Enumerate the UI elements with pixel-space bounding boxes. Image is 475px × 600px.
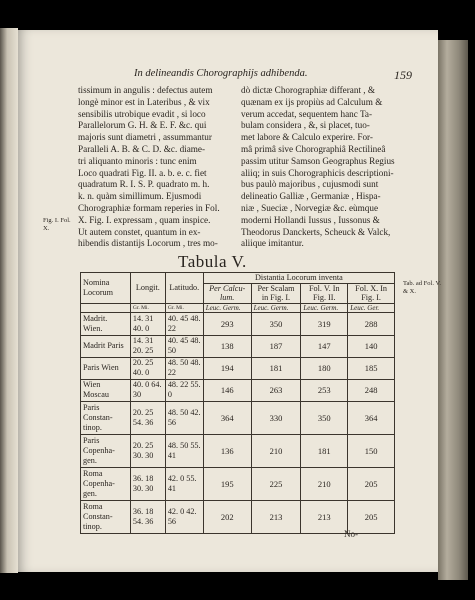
- text-line: hibendis distantijs Locorum , tres mo-: [78, 238, 218, 249]
- header-title: In delineandis Chorographijs adhibenda.: [134, 68, 308, 79]
- header-latitude: Latitudo.: [165, 273, 203, 304]
- cell-longitude: 36. 18 54. 36: [130, 500, 165, 533]
- page-number: 159: [394, 68, 412, 82]
- text-line: moderni Hollandi Iussus , Iussonus &: [241, 214, 380, 225]
- text-line: Loco quadrati Fig. II. a. b. e. c. fiet: [78, 167, 207, 178]
- cell-folx: 288: [348, 312, 395, 335]
- text-line: Paralleli A. B. & C. D. &c. diame-: [78, 143, 206, 154]
- cell-folv: 180: [301, 357, 348, 379]
- header-fol-x: Fol. X. In Fig. I.: [348, 283, 395, 303]
- cell-latitude: 40. 45 48. 50: [165, 335, 203, 357]
- cell-longitude: 20. 25 40. 0: [130, 357, 165, 379]
- cell-folv: 210: [301, 467, 348, 500]
- cell-calc: 364: [203, 401, 251, 434]
- text-line: tissimum in angulis : defectus autem: [78, 85, 213, 95]
- text-line: niæ , Sueciæ , Norvegiæ &c. eùmque: [241, 202, 379, 213]
- cell-places: Wien Moscau: [81, 379, 131, 401]
- cell-calc: 194: [203, 357, 251, 379]
- cell-latitude: 48. 22 55. 0: [165, 379, 203, 401]
- catchword: No-: [344, 529, 358, 539]
- unit-cell: Leuc. Germ.: [251, 303, 301, 312]
- cell-places: Paris Copenha- gen.: [81, 434, 131, 467]
- cell-folx: 248: [348, 379, 395, 401]
- cell-folx: 150: [348, 434, 395, 467]
- cell-places: Madrit Paris: [81, 335, 131, 357]
- unit-cell: Gr. Mi.: [165, 303, 203, 312]
- header-per-calculum: Per Calcu- lum.: [203, 283, 251, 303]
- cell-scala: 263: [251, 379, 301, 401]
- unit-cell: Leuc. Germ.: [203, 303, 251, 312]
- text-line: Chorographiæ formam reperies in Fol.: [78, 202, 220, 213]
- cell-latitude: 48. 50 48. 22: [165, 357, 203, 379]
- table-row: [81, 434, 395, 467]
- cell-folv: 213: [301, 500, 348, 533]
- margin-note-left: Fig. I. Fol. X.: [43, 217, 71, 232]
- table-row: [81, 312, 395, 335]
- cell-latitude: 42. 0 42. 56: [165, 500, 203, 533]
- table-row: [81, 467, 395, 500]
- text-line: Ut autem constet, quantum in ex-: [78, 226, 201, 237]
- text-line: mâ primâ sive Chorographiâ Rectilineâ: [241, 143, 386, 154]
- cell-scala: 187: [251, 335, 301, 357]
- text-line: bus paulò majoribus , cujusmodi sunt: [241, 179, 379, 190]
- margin-note-right: Tab. ad Fol. V. & X.: [403, 280, 441, 295]
- cell-longitude: 36. 18 30. 30: [130, 467, 165, 500]
- text-line: Theodorus Danckerts, Scheuck & Valck,: [241, 226, 391, 237]
- header-longitude: Longit.: [130, 273, 165, 304]
- text-line: majoris sunt diametri , assummantur: [78, 132, 212, 143]
- cell-calc: 293: [203, 312, 251, 335]
- cell-calc: 195: [203, 467, 251, 500]
- unit-cell: Leuc. Germ.: [301, 303, 348, 312]
- text-line: Parallelorum G. H. & E. F. &c. qui: [78, 120, 207, 131]
- table-units-row: [81, 303, 395, 312]
- distance-table: [80, 272, 395, 534]
- cell-places: Roma Copenha- gen.: [81, 467, 131, 500]
- text-column-right: [241, 85, 401, 250]
- cell-longitude: 20. 25 54. 36: [130, 401, 165, 434]
- cell-longitude: 40. 0 64. 30: [130, 379, 165, 401]
- cell-latitude: 48. 50 55. 41: [165, 434, 203, 467]
- text-line: delineatio Galliæ , Germaniæ , Hispa-: [241, 191, 381, 202]
- book-spine-left: [0, 28, 18, 573]
- text-line: k. n. quàm simillimum. Ejusmodi: [78, 191, 202, 202]
- text-line: passim utitur Samson Geographus Regius: [241, 155, 395, 166]
- cell-latitude: 42. 0 55. 41: [165, 467, 203, 500]
- cell-folx: 205: [348, 467, 395, 500]
- cell-longitude: 14. 31 20. 25: [130, 335, 165, 357]
- cell-calc: 202: [203, 500, 251, 533]
- table-row: [81, 357, 395, 379]
- cell-scala: 225: [251, 467, 301, 500]
- text-line: longè minor est in Lateribus , & vix: [78, 96, 210, 107]
- cell-calc: 136: [203, 434, 251, 467]
- cell-places: Madrit. Wien.: [81, 312, 131, 335]
- unit-cell: [81, 303, 131, 312]
- book-page-edges-right: [438, 40, 468, 580]
- cell-folv: 253: [301, 379, 348, 401]
- cell-folv: 181: [301, 434, 348, 467]
- cell-calc: 146: [203, 379, 251, 401]
- table-header-row: [81, 273, 395, 284]
- text-line: met labore & Calculo experire. For-: [241, 132, 373, 143]
- header-per-scalam: Per Scalam in Fig. I.: [251, 283, 301, 303]
- text-column-left: [78, 85, 228, 250]
- table-row: [81, 401, 395, 434]
- book-page: [18, 30, 441, 572]
- text-line: verum accedat, sequentem hanc Ta-: [241, 108, 373, 119]
- text-line: quadratum R. I. S. P. quadrato m. h.: [78, 179, 210, 190]
- cell-longitude: 14. 31 40. 0: [130, 312, 165, 335]
- cell-places: Paris Constan- tinop.: [81, 401, 131, 434]
- cell-calc: 138: [203, 335, 251, 357]
- cell-scala: 330: [251, 401, 301, 434]
- text-line: dò dictæ Chorographiæ differant , &: [241, 85, 376, 95]
- unit-cell: Gr. Mi.: [130, 303, 165, 312]
- text-line: sensibilis utrobique evadit , si loco: [78, 108, 206, 119]
- cell-latitude: 48. 50 42. 56: [165, 401, 203, 434]
- cell-folv: 350: [301, 401, 348, 434]
- text-line: bulam considera , &, si placet, tuo-: [241, 120, 370, 131]
- cell-scala: 213: [251, 500, 301, 533]
- cell-folx: 140: [348, 335, 395, 357]
- cell-scala: 350: [251, 312, 301, 335]
- unit-cell: Leuc. Ger.: [348, 303, 395, 312]
- header-nomina: Nomina Locorum: [81, 273, 131, 304]
- cell-folx: 364: [348, 401, 395, 434]
- cell-scala: 210: [251, 434, 301, 467]
- cell-folx: 205: [348, 500, 395, 533]
- cell-folv: 319: [301, 312, 348, 335]
- table-title: Tabula V.: [178, 252, 247, 271]
- table-row: [81, 335, 395, 357]
- cell-longitude: 20. 25 30. 30: [130, 434, 165, 467]
- table-row: [81, 379, 395, 401]
- text-line: quænam ex ijs propiùs ad Calculum &: [241, 96, 383, 107]
- cell-places: Roma Constan- tinop.: [81, 500, 131, 533]
- text-line: aliique imitantur.: [241, 238, 304, 249]
- header-fol-v: Fol. V. In Fig. II.: [301, 283, 348, 303]
- text-line: X. Fig. I. expressam , quam inspice.: [78, 214, 211, 225]
- cell-scala: 181: [251, 357, 301, 379]
- text-line: tri aliquanto minoris : tunc enim: [78, 155, 197, 166]
- text-line: aliiq; in suis Chorographicis descriptioni-: [241, 167, 394, 178]
- cell-folv: 147: [301, 335, 348, 357]
- header-distance-group: Distantia Locorum inventa: [203, 273, 394, 284]
- cell-places: Paris Wien: [81, 357, 131, 379]
- cell-folx: 185: [348, 357, 395, 379]
- cell-latitude: 40. 45 48. 22: [165, 312, 203, 335]
